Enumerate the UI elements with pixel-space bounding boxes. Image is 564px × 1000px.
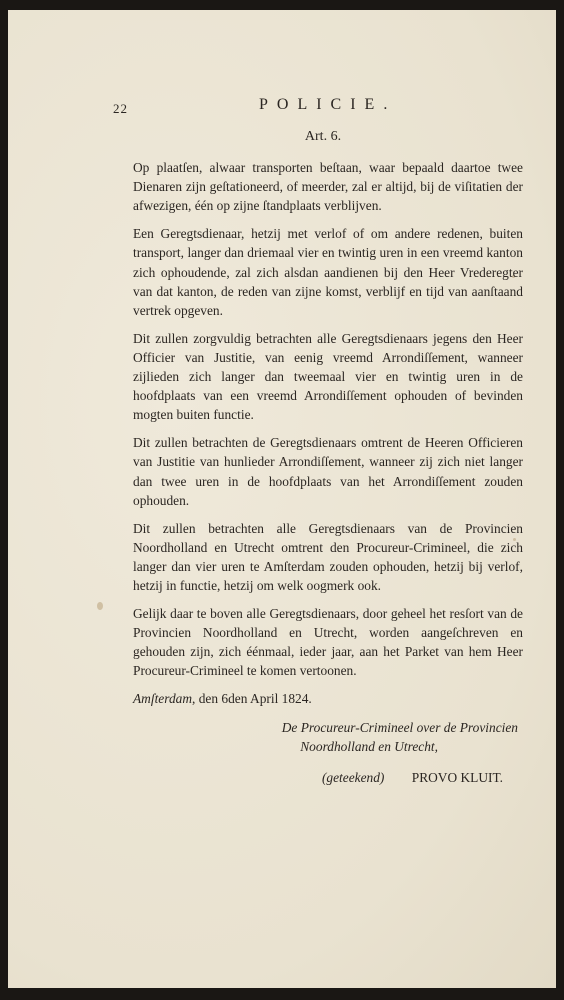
book-page bbox=[8, 10, 556, 988]
paragraph: Dit zullen betrachten alle Geregtsdienaars van de Provincien Noordholland en Utrecht omtrent den Procureur-Crimineel, die zich langer dan vier uren te Amſterdam zouden ophouden, hetzij bij verlof, hetzij in functie, hetzij om welk oogmerk ook. bbox=[133, 520, 523, 593]
page-content bbox=[113, 93, 523, 787]
date-line bbox=[123, 689, 523, 708]
signatory-title-line2: Noordholland en Utrecht, bbox=[300, 738, 438, 754]
paragraph: Gelijk daar te boven alle Geregtsdienaars, door geheel het resſort van de Provincien Noordholland en Utrecht, worden aangeſchreven en gehouden zijn, zich éénmaal, ieder jaar, aan het Parket van hem Heer Procureur-Crimineel te komen vertoonen. bbox=[133, 606, 523, 679]
date: , den 6den April 1824. bbox=[192, 691, 312, 707]
running-title: POLICIE. bbox=[259, 96, 397, 113]
paragraph: Een Geregtsdienaar, hetzij met verlof of om andere redenen, buiten transport, langer dan driemaal vier en twintig uren in een vreemd kanton zich ophoudende, zal zich alsdan aandienen bij den Heer Vrederegter van dat kanton, de reden van zijne komst, verblijf en tijd van aanſtaand vertrek opgeven. bbox=[133, 226, 523, 318]
foxing-spot bbox=[97, 602, 103, 610]
paragraph: Dit zullen zorgvuldig betrachten alle Geregtsdienaars jegens den Heer Officier van Justitie, van eenig vreemd Arrondiſſement, wanneer zijlieden zich langer dan tweemaal vier en twintig uren in de hoofdplaats van een vreemd Arrondiſſement ophouden of bevinden mogten buiten functie. bbox=[133, 330, 523, 423]
signatory-title-line1: De Procureur-Crimineel over de Provincien bbox=[281, 719, 518, 735]
page-number: 22 bbox=[113, 101, 128, 116]
running-head bbox=[113, 93, 523, 121]
signature-line bbox=[123, 768, 523, 787]
paragraph: Op plaatſen, alwaar transporten beſtaan, waar bepaald daartoe twee Dienaren zijn geſtationeerd, of meerder, zal er altijd, bij de viſitatien der afwezigen, één op zijne ſtandplaats verblijven. bbox=[133, 160, 523, 214]
place-name: Amſterdam bbox=[133, 691, 193, 707]
signer-name: PROVO KLUIT. bbox=[411, 769, 503, 785]
article-title: Art. 6. bbox=[304, 129, 342, 144]
paragraph: Dit zullen betrachten de Geregtsdienaars omtrent de Heeren Officieren van Justitie van hunlieder Arrondiſſement, wanneer zij zich niet langer dan twee uren in de hoofdplaats van het Arrondiſſement zouden ophouden. bbox=[133, 435, 523, 508]
signed-marker: (geteekend) bbox=[321, 769, 385, 785]
